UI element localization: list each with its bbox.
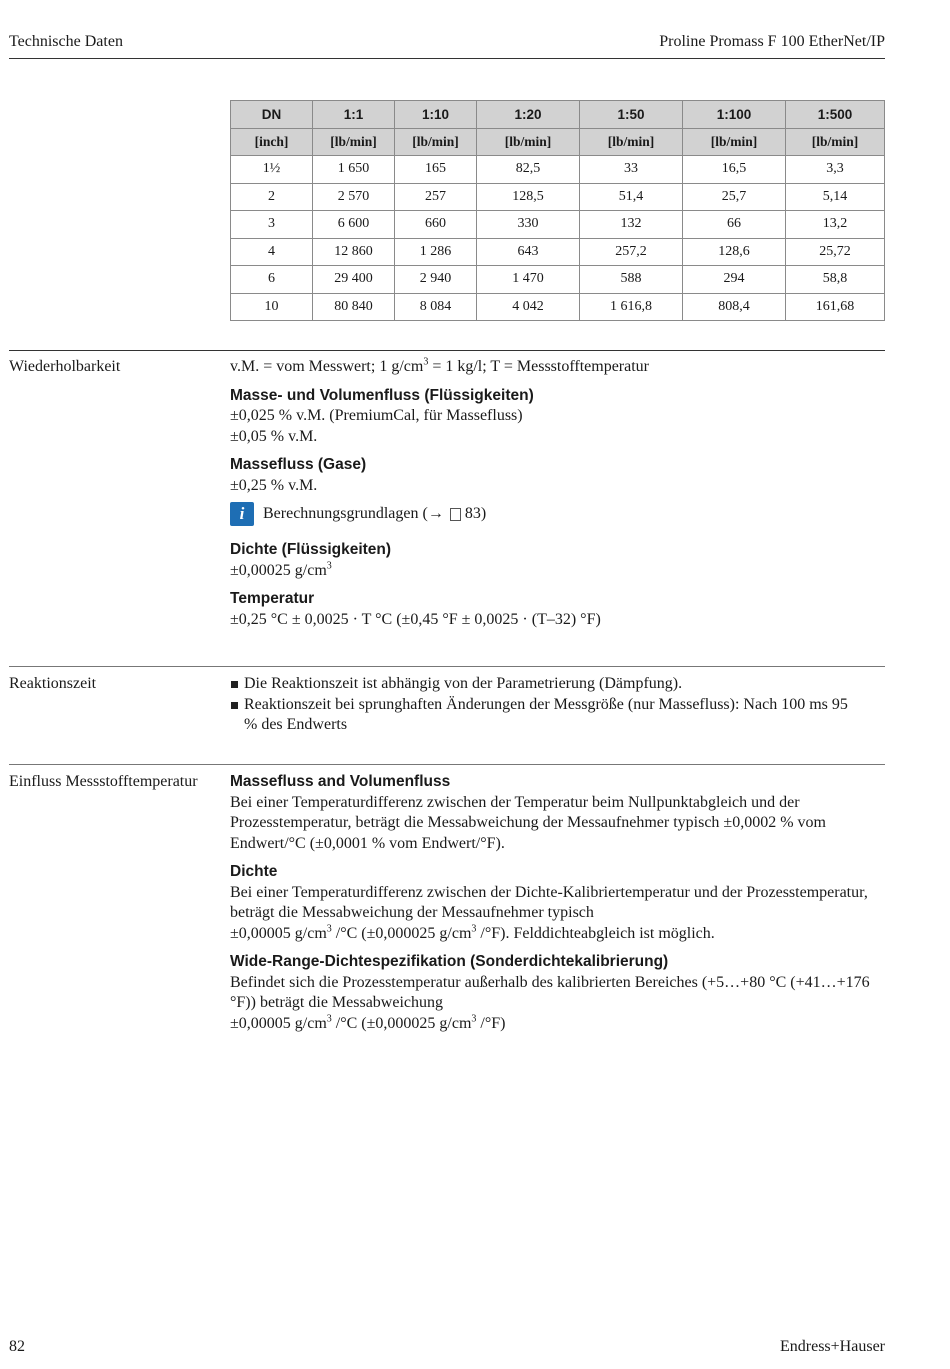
section-label-wiederholbarkeit: Wiederholbarkeit: [9, 358, 121, 375]
table-unit-cell: [lb/min]: [580, 128, 683, 156]
value-text: ±0,00005 g/cm: [230, 1014, 327, 1032]
table-cell: 132: [580, 211, 683, 239]
table-cell: 1½: [231, 156, 313, 184]
info-link-text[interactable]: Berechnungsgrundlagen (→: [263, 504, 444, 522]
table-cell: 13,2: [786, 211, 885, 239]
section-body-wiederholbarkeit: [230, 357, 890, 630]
table-unit-cell: [lb/min]: [786, 128, 885, 156]
table-cell: 16,5: [683, 156, 786, 184]
section-rule: [9, 666, 885, 667]
footer-brand: Endress+Hauser: [780, 1338, 885, 1355]
section-body-einfluss: [230, 772, 888, 1034]
table-cell: 2: [231, 183, 313, 211]
table-cell: 128,5: [477, 183, 580, 211]
table-cell: 165: [395, 156, 477, 184]
table-cell: 25,7: [683, 183, 786, 211]
table-cell: 4 042: [477, 293, 580, 321]
value-text: /°F). Felddichteabgleich ist möglich.: [476, 924, 715, 942]
subheading: Masse- und Volumenfluss (Flüssigkeiten): [230, 386, 534, 404]
table-cell: 660: [395, 211, 477, 239]
table-cell: 1 470: [477, 266, 580, 294]
bullet-list: [230, 674, 860, 736]
table-cell: 808,4: [683, 293, 786, 321]
table-head-cell: DN: [231, 101, 313, 129]
table-unit-cell: [lb/min]: [477, 128, 580, 156]
page-reference-icon: [450, 508, 461, 521]
table-cell: 25,72: [786, 238, 885, 266]
header-section-title: Technische Daten: [9, 33, 123, 50]
table-row: [231, 211, 885, 239]
list-item: Reaktionszeit bei sprunghaften Änderungen der Messgröße (nur Massefluss): Nach 100 ms 95 % des Endwerts: [230, 695, 860, 736]
value-text: ±0,00005 g/cm: [230, 924, 327, 942]
table-cell: 2 570: [313, 183, 395, 211]
section-label-einfluss: Einfluss Messstofftemperatur: [9, 773, 198, 790]
superscript: 3: [471, 923, 477, 935]
superscript: 3: [326, 923, 332, 935]
table-cell: 3,3: [786, 156, 885, 184]
list-item: Die Reaktionszeit ist abhängig von der Parametrierung (Dämpfung).: [230, 674, 860, 695]
table-cell: 33: [580, 156, 683, 184]
value-line: [230, 561, 890, 582]
table-cell: 2 940: [395, 266, 477, 294]
table-head-cell: 1:50: [580, 101, 683, 129]
table-cell: 6 600: [313, 211, 395, 239]
subheading: Massefluss (Gase): [230, 456, 367, 473]
table-cell: 161,68: [786, 293, 885, 321]
table-cell: 1 286: [395, 238, 477, 266]
table-cell: 257,2: [580, 238, 683, 266]
table-head-row: [231, 101, 885, 129]
paragraph: Befindet sich die Prozesstemperatur außerhalb des kalibrierten Bereiches (+5…+80 °C (+41…+176 °F)) beträgt die Messabweichung: [230, 973, 870, 1011]
table-cell: 8 084: [395, 293, 477, 321]
table-row: [231, 156, 885, 184]
table-head-cell: 1:500: [786, 101, 885, 129]
section-rule: [9, 764, 885, 765]
table-cell: 257: [395, 183, 477, 211]
table-head-cell: 1:10: [395, 101, 477, 129]
value-text: ±0,00025 g/cm: [230, 561, 327, 579]
table-cell: 51,4: [580, 183, 683, 211]
table-cell: 128,6: [683, 238, 786, 266]
section-rule: [9, 350, 885, 351]
table-cell: 643: [477, 238, 580, 266]
table-cell: 3: [231, 211, 313, 239]
table-cell: 5,14: [786, 183, 885, 211]
table-cell: 29 400: [313, 266, 395, 294]
table-unit-row: [231, 128, 885, 156]
table-unit-cell: [lb/min]: [683, 128, 786, 156]
header-product-title: Proline Promass F 100 EtherNet/IP: [659, 33, 885, 50]
table-cell: 6: [231, 266, 313, 294]
table-row: [231, 183, 885, 211]
table-cell: 58,8: [786, 266, 885, 294]
paragraph: Bei einer Temperaturdifferenz zwischen der Dichte-Kalibriertemperatur und der Prozesstemperatur, beträgt die Messabweichung der Messaufnehmer typisch: [230, 883, 868, 921]
value-line: ±0,05 % v.M.: [230, 427, 318, 445]
value-text: /°C (±0,000025 g/cm: [331, 924, 472, 942]
superscript: 3: [471, 1013, 477, 1025]
table-head-cell: 1:20: [477, 101, 580, 129]
table-head-cell: 1:1: [313, 101, 395, 129]
value-line: ±0,025 % v.M. (PremiumCal, für Massefluss): [230, 407, 523, 424]
table-cell: 82,5: [477, 156, 580, 184]
table-cell: 1 616,8: [580, 293, 683, 321]
value-line: [230, 1014, 888, 1035]
header-rule: [9, 58, 885, 59]
intro-line: [230, 357, 890, 378]
subheading: Temperatur: [230, 590, 315, 607]
info-page-ref[interactable]: 83): [464, 504, 487, 522]
superscript: 3: [423, 356, 429, 368]
table-row: [231, 293, 885, 321]
section-body-reaktionszeit: [230, 674, 860, 736]
table-cell: 80 840: [313, 293, 395, 321]
table-cell: 330: [477, 211, 580, 239]
table-head-cell: 1:100: [683, 101, 786, 129]
table-unit-cell: [lb/min]: [395, 128, 477, 156]
table-row: [231, 238, 885, 266]
table-cell: 12 860: [313, 238, 395, 266]
value-text: /°C (±0,000025 g/cm: [331, 1014, 472, 1032]
flow-range-table: [230, 100, 885, 321]
superscript: 3: [326, 560, 332, 572]
table-cell: 10: [231, 293, 313, 321]
value-line: ±0,25 % v.M.: [230, 476, 318, 494]
table-unit-cell: [lb/min]: [313, 128, 395, 156]
superscript: 3: [326, 1013, 332, 1025]
info-note: [230, 502, 890, 526]
table-cell: 1 650: [313, 156, 395, 184]
value-text: /°F): [476, 1014, 506, 1032]
table-cell: 588: [580, 266, 683, 294]
subheading: Dichte: [230, 863, 278, 880]
section-label-reaktionszeit: Reaktionszeit: [9, 675, 97, 692]
page-number: 82: [9, 1338, 25, 1355]
table-cell: 294: [683, 266, 786, 294]
intro-text: = 1 kg/l; T = Messstofftemperatur: [428, 358, 650, 375]
table-unit-cell: [inch]: [231, 128, 313, 156]
info-icon: i: [230, 502, 254, 526]
table-cell: 4: [231, 238, 313, 266]
table-row: [231, 266, 885, 294]
subheading: Massefluss and Volumenfluss: [230, 773, 451, 790]
value-line: [230, 924, 888, 945]
subheading: Dichte (Flüssigkeiten): [230, 541, 392, 558]
subheading: Wide-Range-Dichtespezifikation (Sonderdichtekalibrierung): [230, 953, 669, 970]
table-cell: 66: [683, 211, 786, 239]
value-line: ±0,25 °C ± 0,0025 · T °C (±0,45 °F ± 0,0025 · (T–32) °F): [230, 610, 601, 628]
intro-text: v.M. = vom Messwert; 1 g/cm: [230, 358, 424, 375]
paragraph: Bei einer Temperaturdifferenz zwischen der Temperatur beim Nullpunktabgleich und der Prozesstemperatur, beträgt die Messabweichung der Messaufnehmer typisch ±0,0002 % vom Endwert/°C (±0,0001 % vom Endwert/°F).: [230, 793, 826, 852]
